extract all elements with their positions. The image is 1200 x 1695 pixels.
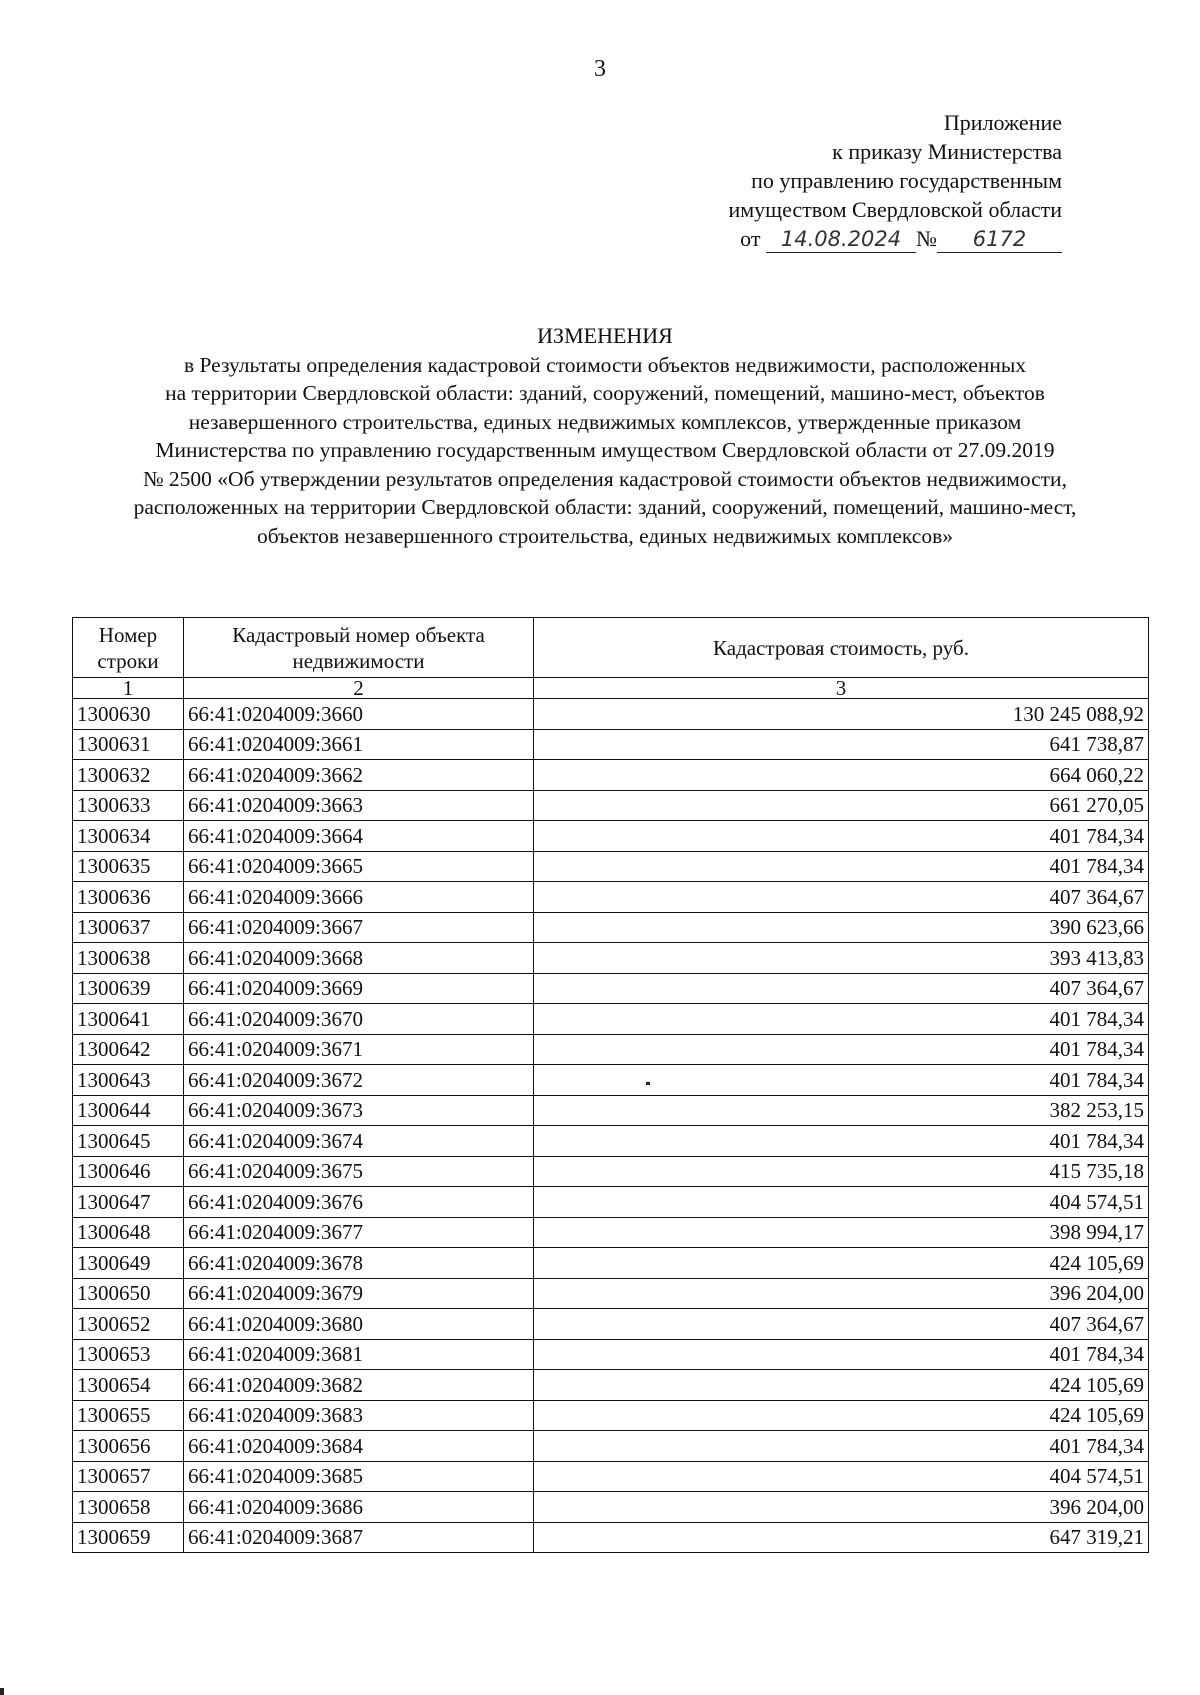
corner-mark (0, 1688, 4, 1695)
header-row-number: Номер строки (73, 618, 184, 678)
cadastral-number-cell: 66:41:0204009:3684 (184, 1431, 534, 1462)
cadastral-number-cell: 66:41:0204009:3663 (184, 790, 534, 821)
document-title (70, 322, 1140, 550)
title-line: расположенных на территории Свердловской области: зданий, сооружений, помещений, машино-мест, (133, 495, 1077, 519)
row-number-cell: 1300633 (73, 790, 184, 821)
row-number-cell: 1300659 (73, 1522, 184, 1553)
order-date-number-line (582, 224, 1062, 253)
cadastral-number-cell: 66:41:0204009:3681 (184, 1339, 534, 1370)
title-heading: ИЗМЕНЕНИЯ (537, 323, 673, 348)
cadastral-number-cell: 66:41:0204009:3676 (184, 1187, 534, 1218)
cadastral-value-cell: 393 413,83 (534, 943, 1149, 974)
row-number-cell: 1300647 (73, 1187, 184, 1218)
cadastral-number-cell: 66:41:0204009:3668 (184, 943, 534, 974)
cadastral-value-cell: 415 735,18 (534, 1156, 1149, 1187)
cadastral-number-cell: 66:41:0204009:3685 (184, 1461, 534, 1492)
cadastral-value-cell: 641 738,87 (534, 729, 1149, 760)
row-number-cell: 1300652 (73, 1309, 184, 1340)
cadastral-number-cell: 66:41:0204009:3665 (184, 851, 534, 882)
row-number-cell: 1300657 (73, 1461, 184, 1492)
row-number-cell: 1300642 (73, 1034, 184, 1065)
cadastral-number-cell: 66:41:0204009:3667 (184, 912, 534, 943)
table-body (73, 699, 1149, 1553)
cadastral-number-cell: 66:41:0204009:3687 (184, 1522, 534, 1553)
row-number-cell: 1300637 (73, 912, 184, 943)
appendix-line: к приказу Министерства (832, 139, 1062, 164)
table-row (73, 1461, 1149, 1492)
appendix-line: по управлению государственным (751, 168, 1062, 193)
table-row (73, 1492, 1149, 1523)
title-line: № 2500 «Об утверждении результатов определения кадастровой стоимости объектов недвижимости, (143, 466, 1067, 491)
cadastral-value-cell: 647 319,21 (534, 1522, 1149, 1553)
table-row (73, 851, 1149, 882)
row-number-cell: 1300641 (73, 1004, 184, 1035)
table-row (73, 1339, 1149, 1370)
title-line: на территории Свердловской области: зданий, сооружений, помещений, машино-мест, объектов (165, 381, 1045, 405)
appendix-line: Приложение (943, 110, 1062, 135)
cadastral-number-cell: 66:41:0204009:3673 (184, 1095, 534, 1126)
cadastral-number-cell: 66:41:0204009:3669 (184, 973, 534, 1004)
row-number-cell: 1300655 (73, 1400, 184, 1431)
table-row (73, 790, 1149, 821)
cadastral-value-cell: 130 245 088,92 (534, 699, 1149, 730)
row-number-cell: 1300630 (73, 699, 184, 730)
cadastral-number-cell: 66:41:0204009:3680 (184, 1309, 534, 1340)
appendix-block (582, 108, 1062, 253)
table-row (73, 821, 1149, 852)
table-column-numbers-row (73, 678, 1149, 699)
order-number-handwritten: 6172 (937, 226, 1062, 253)
table-row (73, 1034, 1149, 1065)
row-number-cell: 1300656 (73, 1431, 184, 1462)
cadastral-value-cell: 398 994,17 (534, 1217, 1149, 1248)
cadastral-number-cell: 66:41:0204009:3679 (184, 1278, 534, 1309)
cadastral-value-cell: 401 784,34 (534, 1126, 1149, 1157)
stray-mark (646, 1082, 650, 1085)
title-line: Министерства по управлению государственным имуществом Свердловской области от 27.09.2019 (155, 438, 1055, 462)
table-row (73, 1004, 1149, 1035)
cadastral-number-cell: 66:41:0204009:3666 (184, 882, 534, 913)
cadastral-number-cell: 66:41:0204009:3661 (184, 729, 534, 760)
cadastral-value-cell: 424 105,69 (534, 1370, 1149, 1401)
cadastral-value-table (72, 617, 1149, 1553)
cadastral-number-cell: 66:41:0204009:3678 (184, 1248, 534, 1279)
table-row (73, 1095, 1149, 1126)
cadastral-value-cell: 404 574,51 (534, 1187, 1149, 1218)
header-cadastral-value: Кадастровая стоимость, руб. (534, 618, 1149, 678)
cadastral-number-cell: 66:41:0204009:3677 (184, 1217, 534, 1248)
cadastral-number-cell: 66:41:0204009:3674 (184, 1126, 534, 1157)
appendix-line: имуществом Свердловской области (728, 197, 1062, 222)
table-row (73, 1400, 1149, 1431)
cadastral-value-cell: 401 784,34 (534, 821, 1149, 852)
cadastral-value-cell: 390 623,66 (534, 912, 1149, 943)
row-number-cell: 1300646 (73, 1156, 184, 1187)
cadastral-number-cell: 66:41:0204009:3664 (184, 821, 534, 852)
number-label: № (916, 226, 937, 251)
row-number-cell: 1300631 (73, 729, 184, 760)
row-number-cell: 1300650 (73, 1278, 184, 1309)
row-number-cell: 1300636 (73, 882, 184, 913)
from-label: от (740, 226, 761, 251)
table-row (73, 1431, 1149, 1462)
cadastral-value-cell: 407 364,67 (534, 1309, 1149, 1340)
table-header-row (73, 618, 1149, 678)
cadastral-value-cell: 661 270,05 (534, 790, 1149, 821)
cadastral-value-cell: 407 364,67 (534, 973, 1149, 1004)
cadastral-number-cell: 66:41:0204009:3683 (184, 1400, 534, 1431)
column-number: 2 (184, 678, 534, 699)
table-row (73, 1370, 1149, 1401)
row-number-cell: 1300632 (73, 760, 184, 791)
table-row (73, 1217, 1149, 1248)
table-row (73, 760, 1149, 791)
cadastral-value-cell: 401 784,34 (534, 1431, 1149, 1462)
table-row (73, 1065, 1149, 1096)
row-number-cell: 1300649 (73, 1248, 184, 1279)
table-row (73, 1156, 1149, 1187)
cadastral-value-cell: 401 784,34 (534, 851, 1149, 882)
cadastral-number-cell: 66:41:0204009:3675 (184, 1156, 534, 1187)
row-number-cell: 1300635 (73, 851, 184, 882)
cadastral-value-cell: 407 364,67 (534, 882, 1149, 913)
column-number: 3 (534, 678, 1149, 699)
row-number-cell: 1300634 (73, 821, 184, 852)
row-number-cell: 1300643 (73, 1065, 184, 1096)
table-row (73, 912, 1149, 943)
order-date-handwritten: 14.08.2024 (766, 226, 916, 253)
cadastral-value-cell: 401 784,34 (534, 1339, 1149, 1370)
title-line: объектов незавершенного строительства, единых недвижимых комплексов» (257, 523, 953, 548)
row-number-cell: 1300638 (73, 943, 184, 974)
cadastral-number-cell: 66:41:0204009:3682 (184, 1370, 534, 1401)
table-row (73, 1248, 1149, 1279)
cadastral-value-cell: 396 204,00 (534, 1492, 1149, 1523)
cadastral-number-cell: 66:41:0204009:3670 (184, 1004, 534, 1035)
table-row (73, 1187, 1149, 1218)
row-number-cell: 1300639 (73, 973, 184, 1004)
table-row (73, 882, 1149, 913)
row-number-cell: 1300658 (73, 1492, 184, 1523)
table-row (73, 1309, 1149, 1340)
cadastral-number-cell: 66:41:0204009:3660 (184, 699, 534, 730)
cadastral-value-cell: 424 105,69 (534, 1248, 1149, 1279)
cadastral-number-cell: 66:41:0204009:3686 (184, 1492, 534, 1523)
cadastral-number-cell: 66:41:0204009:3662 (184, 760, 534, 791)
table-row (73, 1126, 1149, 1157)
title-line: незавершенного строительства, единых недвижимых комплексов, утвержденные приказом (188, 409, 1022, 434)
table-row (73, 699, 1149, 730)
table-row (73, 1278, 1149, 1309)
table-row (73, 943, 1149, 974)
row-number-cell: 1300654 (73, 1370, 184, 1401)
table-row (73, 973, 1149, 1004)
row-number-cell: 1300645 (73, 1126, 184, 1157)
cadastral-number-cell: 66:41:0204009:3672 (184, 1065, 534, 1096)
cadastral-value-cell: 424 105,69 (534, 1400, 1149, 1431)
cadastral-value-cell: 401 784,34 (534, 1004, 1149, 1035)
header-cadastral-number: Кадастровый номер объекта недвижимости (184, 618, 534, 678)
cadastral-value-cell: 396 204,00 (534, 1278, 1149, 1309)
title-line: в Результаты определения кадастровой стоимости объектов недвижимости, расположенных (183, 352, 1027, 377)
row-number-cell: 1300648 (73, 1217, 184, 1248)
cadastral-value-cell: 404 574,51 (534, 1461, 1149, 1492)
cadastral-value-cell: 401 784,34 (534, 1034, 1149, 1065)
table-row (73, 729, 1149, 760)
row-number-cell: 1300653 (73, 1339, 184, 1370)
cadastral-value-cell: 401 784,34 (534, 1065, 1149, 1096)
column-number: 1 (73, 678, 184, 699)
page-number: 3 (594, 56, 606, 82)
cadastral-value-cell: 664 060,22 (534, 760, 1149, 791)
cadastral-value-cell: 382 253,15 (534, 1095, 1149, 1126)
cadastral-number-cell: 66:41:0204009:3671 (184, 1034, 534, 1065)
row-number-cell: 1300644 (73, 1095, 184, 1126)
table-row (73, 1522, 1149, 1553)
